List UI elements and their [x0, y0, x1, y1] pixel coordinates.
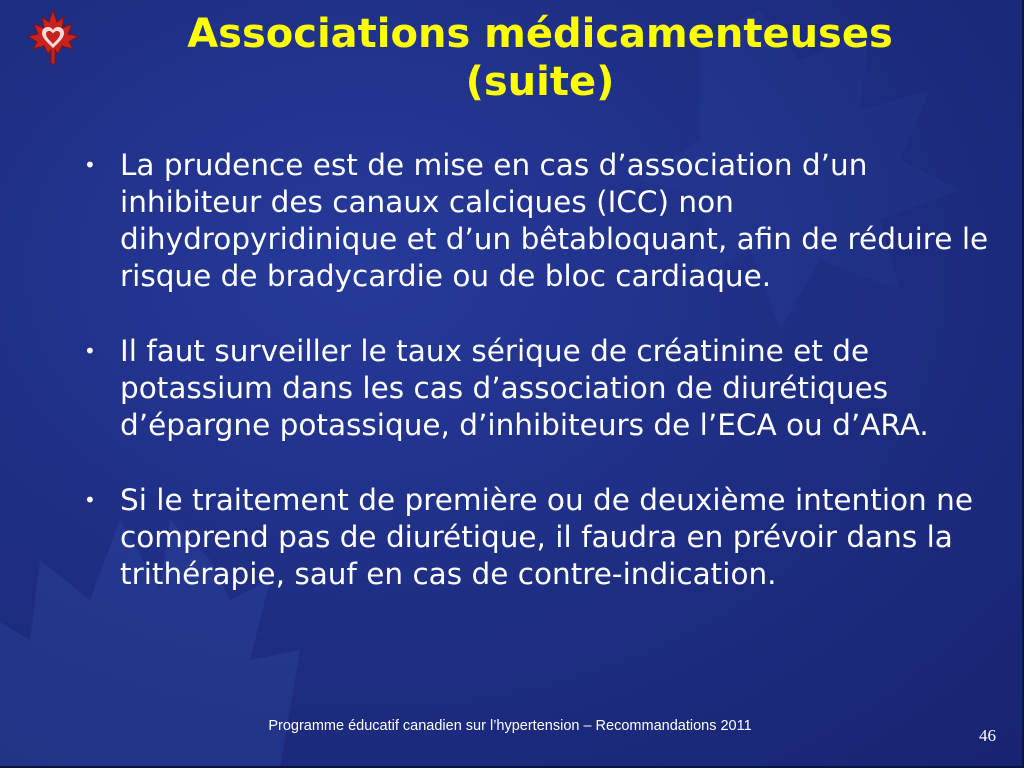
title-line-2: (suite) [465, 59, 615, 105]
bullet-dot-icon: • [84, 153, 96, 177]
bullet-item [80, 147, 995, 295]
bullet-text: Il faut surveiller le taux sérique de créatinine et de potassium dans les cas d’association de diurétiques d’épargne potassique, d’inhibiteurs de l’ECA ou d’ARA. [120, 334, 929, 442]
bullet-text: La prudence est de mise en cas d’association d’un inhibiteur des canaux calciques (ICC) non dihydropyridinique et d’un bêtabloquant, afin de réduire le risque de bradycardie ou de bloc cardiaque. [120, 148, 989, 293]
bullet-text: Si le traitement de première ou de deuxième intention ne comprend pas de diurétique, il faudra en prévoir dans la trithérapie, sauf en cas de contre-indication. [120, 483, 973, 591]
bullet-item [80, 482, 995, 593]
bullet-dot-icon: • [84, 488, 96, 512]
bullet-item [80, 333, 995, 444]
bullet-dot-icon: • [84, 339, 96, 363]
maple-leaf-heart-logo-icon [22, 8, 84, 66]
slide-footer: Programme éducatif canadien sur l’hypertension – Recommandations 2011 [268, 718, 752, 734]
slide-title [110, 10, 970, 106]
title-line-1: Associations médicamenteuses [187, 11, 893, 57]
page-number: 46 [979, 726, 996, 745]
bullet-list [80, 147, 995, 631]
